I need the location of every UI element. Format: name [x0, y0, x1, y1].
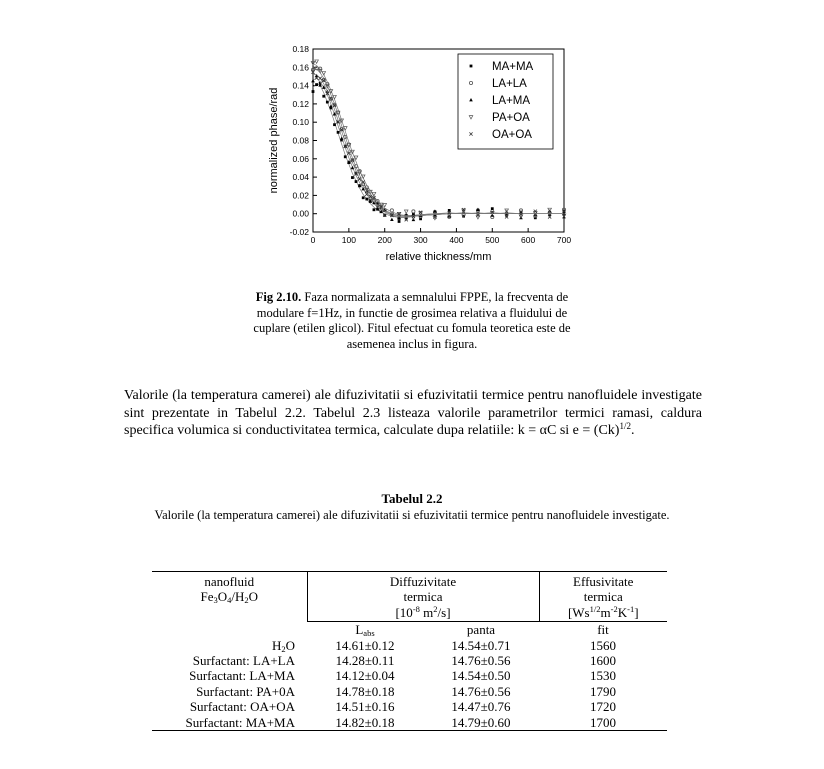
x-tick-label: 400 [449, 235, 464, 245]
data-point [358, 177, 361, 180]
row-fit: 1600 [590, 653, 616, 669]
y-axis-label: normalized phase/rad [268, 87, 280, 194]
table-row [152, 684, 667, 699]
row-labs: 14.82±0.18 [307, 715, 423, 731]
y-tick-label: 0.08 [292, 135, 309, 146]
row-panta: 14.76±0.56 [451, 683, 511, 699]
data-point [315, 83, 318, 86]
data-point [326, 101, 329, 104]
x-tick-label: 600 [521, 235, 536, 245]
col2-line2: termica [403, 589, 443, 605]
x-tick-label: 200 [377, 235, 392, 245]
col-header-effusivity [539, 572, 667, 622]
col2-line1: Diffuzivitate [389, 574, 457, 589]
row-fit: 1560 [590, 637, 616, 653]
y-tick-label: 0.10 [292, 117, 309, 128]
data-point [333, 95, 337, 98]
table-header-row [152, 572, 667, 622]
subheader-empty [152, 622, 307, 638]
legend-marker [470, 65, 473, 68]
paragraph-end: . [630, 423, 635, 438]
legend-label: LA+LA [492, 78, 527, 90]
legend-label: MA+MA [492, 61, 534, 73]
data-point [398, 220, 401, 223]
legend-label: OA+OA [492, 129, 532, 141]
row-labs: 14.78±0.18 [335, 683, 395, 699]
row-name: Surfactant: MA+MA [152, 715, 307, 731]
y-tick-label: 0.12 [292, 98, 309, 109]
x-tick-label: 300 [413, 235, 428, 245]
data-point [372, 192, 376, 195]
col-header-diffusivity [307, 572, 539, 622]
row-panta: 14.47±0.76 [451, 699, 511, 715]
data-point [373, 208, 376, 211]
legend-label: PA+OA [492, 112, 530, 124]
x-tick-label: 700 [556, 235, 572, 245]
data-point [365, 193, 368, 196]
table-row [152, 715, 667, 731]
y-tick-label: 0.00 [292, 208, 309, 219]
data-point [329, 104, 333, 107]
figure-caption [238, 290, 586, 352]
row-name: $H_2O$ [271, 637, 295, 654]
phase-plot [248, 14, 586, 276]
data-point [351, 166, 355, 169]
data-point [491, 207, 494, 210]
data-point [312, 90, 315, 93]
y-tick-label: -0.02 [289, 227, 309, 237]
data-point [322, 95, 325, 98]
x-tick-label: 0 [310, 235, 316, 245]
data-point [322, 72, 326, 75]
y-tick-label: 0.04 [292, 172, 309, 183]
row-fit: 1700 [539, 715, 667, 731]
data-table [152, 571, 667, 731]
col1-line1: nanofluid [204, 574, 255, 589]
y-tick-label: 0.02 [292, 190, 309, 201]
figure-chart [248, 14, 586, 276]
x-axis-label: relative thickness/mm [385, 251, 492, 263]
table-title: Tabelul 2.2 [381, 491, 443, 506]
table-body [152, 638, 667, 731]
data-point [383, 204, 387, 207]
data-point [340, 136, 344, 139]
data-point [315, 60, 319, 63]
row-fit: 1530 [590, 668, 616, 684]
data-point [333, 123, 336, 126]
data-point [404, 210, 408, 213]
subheader-labs: $L_{abs}$ [307, 622, 423, 638]
paragraph-text: Valorile (la temperatura camerei) ale difuzivitatii si efuzivitatii termice pentru nanofluidele investigate sint prezentate in Tabelul 2.2. Tabelul 2.3 listeaza valorile parametrilor termici ramasi, caldura specifica volumica si conductivitatea termica, calculate dupa relatiile: k = αC si e = (Ck) [124, 388, 702, 438]
col3-unit: $[Ws^{1/2}m^{-2}K^{-1}]$ [567, 603, 639, 620]
row-labs: 14.61±0.12 [335, 637, 395, 653]
row-name: Surfactant: LA+MA [189, 668, 295, 684]
row-panta: 14.54±0.71 [451, 637, 511, 653]
col3-line1: Effusivitate [573, 574, 634, 589]
row-panta: 14.54±0.50 [451, 668, 511, 684]
table-row [152, 668, 667, 683]
row-name: Surfactant: OA+OA [189, 699, 295, 715]
row-labs: 14.12±0.04 [335, 668, 395, 684]
data-point [319, 77, 322, 80]
col2-unit: [$10^{-8}$ $m^2/s$] [395, 603, 451, 620]
caption-text: Faza normalizata a semnalului FPPE, la frecventa de modulare f=1Hz, in functie de grosimea relativa a fluidului de cuplare (etilen glicol). Fitul efectuat cu fomula teoretica este de asemenea inclus in figura. [253, 290, 571, 351]
data-point [362, 196, 365, 199]
data-point [344, 155, 347, 158]
table-row [152, 638, 667, 653]
data-point [365, 198, 368, 201]
row-panta: 14.79±0.60 [423, 715, 539, 731]
subheader-panta: panta [423, 622, 539, 638]
col3-line2: termica [583, 589, 623, 605]
y-tick-label: 0.18 [292, 44, 309, 54]
y-tick-label: 0.16 [292, 62, 309, 73]
row-labs: 14.51±0.16 [335, 699, 395, 715]
caption-label: Fig 2.10. [255, 290, 302, 304]
body-paragraph [124, 387, 702, 440]
table-row [152, 699, 667, 714]
table-description: Valorile (la temperatura camerei) ale difuzivitatii si efuzivitatii termice pentru nanofluidele investigate. [154, 508, 670, 522]
data-point [361, 175, 365, 178]
y-tick-label: 0.14 [292, 80, 309, 91]
table-subheader-row [152, 622, 667, 638]
row-fit: 1720 [590, 699, 616, 715]
col1-line2: $Fe_3O_4/H_2O$ [200, 589, 259, 606]
subheader-fit: fit [539, 622, 667, 638]
table-row [152, 653, 667, 668]
paragraph-exponent: 1/2 [619, 421, 631, 431]
x-tick-label: 100 [341, 235, 356, 245]
data-point [355, 180, 358, 183]
data-point [351, 176, 354, 179]
row-panta: 14.76±0.56 [451, 653, 511, 669]
row-fit: 1790 [590, 683, 616, 699]
data-point [412, 210, 415, 213]
y-tick-label: 0.06 [292, 153, 309, 164]
data-point [337, 131, 340, 134]
legend-label: LA+MA [492, 95, 531, 107]
row-labs: 14.28±0.11 [335, 653, 395, 669]
data-point [390, 218, 394, 221]
x-tick-label: 500 [485, 235, 500, 245]
row-name: Surfactant: LA+LA [192, 653, 295, 669]
data-point [343, 127, 347, 130]
row-name: Surfactant: PA+0A [196, 683, 295, 699]
col-header-nanofluid [152, 572, 307, 622]
